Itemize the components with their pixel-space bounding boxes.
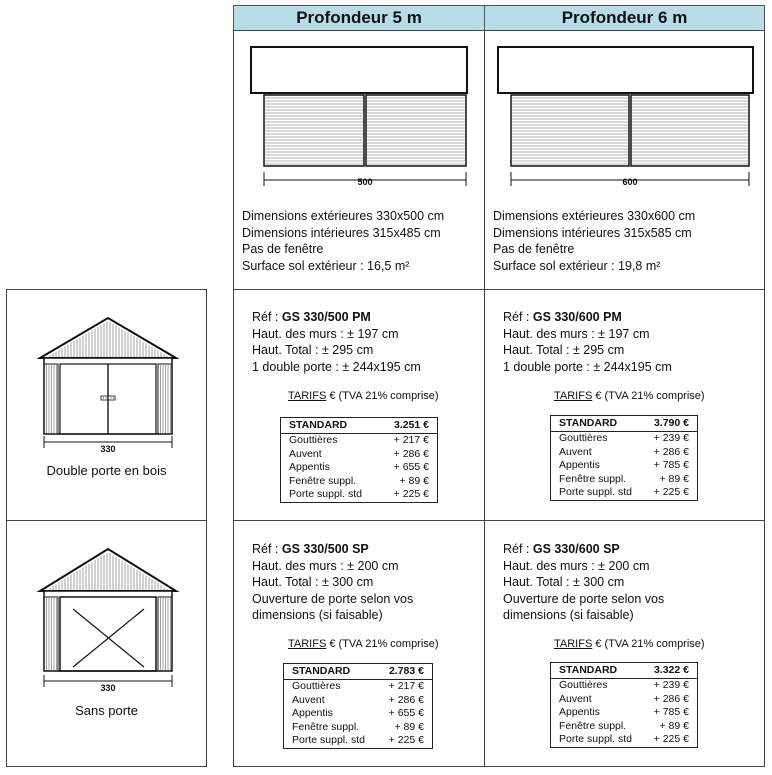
side-view-5m-description: Dimensions extérieures 330x500 cm Dimensions intérieures 315x485 cm Pas de fenêtre Surface sol extérieur : 16,5 m²	[242, 209, 445, 273]
price-value: + 286 €	[393, 447, 429, 460]
price-row-option	[551, 733, 698, 747]
front-no-door-dimension: 330	[100, 683, 116, 693]
price-row-standard	[284, 664, 433, 680]
price-value: + 239 €	[653, 432, 689, 444]
tarifs-label: TARIFS € (TVA 21% comprise)	[554, 638, 705, 650]
tarifs-label: TARIFS € (TVA 21% comprise)	[288, 638, 439, 650]
price-value: + 655 €	[388, 707, 424, 719]
price-label: Auvent	[289, 447, 322, 460]
price-value: 3.790 €	[644, 416, 698, 432]
price-row-option	[281, 448, 438, 462]
price-label: STANDARD	[281, 418, 380, 434]
side-view-5m-dimension: 500	[357, 177, 373, 187]
price-value: 3.251 €	[380, 418, 438, 434]
price-row-option	[281, 434, 438, 448]
tarifs-label: TARIFS € (TVA 21% comprise)	[554, 390, 705, 402]
price-value: + 225 €	[388, 734, 424, 746]
price-value: + 785 €	[653, 459, 689, 471]
tarifs-label: TARIFS € (TVA 21% comprise)	[288, 390, 439, 402]
price-label: Auvent	[559, 445, 592, 458]
product-sp-5m-specs: Réf : GS 330/500 SP Haut. des murs : ± 200 cm Haut. Total : ± 300 cm Ouverture de porte selon vos dimensions (si faisable)	[252, 542, 414, 622]
price-value: 3.322 €	[644, 663, 698, 679]
price-label: Appentis	[289, 461, 330, 473]
price-row-option	[284, 694, 433, 708]
price-row-standard	[551, 416, 698, 432]
garage-front-no-door-drawing	[38, 547, 178, 695]
price-label: Auvent	[559, 692, 592, 705]
price-value: + 89 €	[659, 472, 689, 485]
garage-front-double-door-drawing	[38, 316, 178, 458]
price-value: + 785 €	[653, 706, 689, 718]
price-label: Gouttières	[292, 680, 341, 692]
price-row-standard	[281, 418, 438, 434]
price-row-option	[284, 721, 433, 735]
garage-side-view-5m-drawing	[250, 46, 470, 191]
price-value: + 89 €	[399, 474, 429, 487]
price-table-pm-6m	[550, 415, 698, 501]
price-row-option	[551, 679, 698, 693]
price-row-option	[281, 488, 438, 502]
price-table-pm-5m	[280, 417, 438, 503]
price-label: Appentis	[292, 707, 333, 719]
product-pm-5m-specs: Réf : GS 330/500 PM Haut. des murs : ± 197 cm Haut. Total : ± 295 cm 1 double porte : ± 244x195 cm	[252, 310, 421, 374]
price-label: Porte suppl. std	[289, 488, 362, 500]
price-label: Gouttières	[559, 679, 608, 691]
price-row-option	[551, 486, 698, 500]
price-value: + 225 €	[393, 488, 429, 500]
price-value: 2.783 €	[378, 664, 433, 680]
price-label: Fenêtre suppl.	[292, 720, 360, 733]
product-ref: GS 330/500 SP	[281, 542, 369, 556]
price-row-option	[284, 734, 433, 748]
price-value: + 286 €	[653, 692, 689, 705]
price-label: Fenêtre suppl.	[289, 474, 357, 487]
price-label: STANDARD	[551, 663, 644, 679]
price-row-option	[551, 459, 698, 473]
price-value: + 89 €	[394, 720, 424, 733]
price-value: + 225 €	[653, 733, 689, 745]
price-label: Appentis	[559, 459, 600, 471]
caption-double-door: Double porte en bois	[46, 463, 167, 478]
price-row-option	[551, 706, 698, 720]
header-depth-5m: Profondeur 5 m	[233, 5, 485, 31]
side-view-6m-dimension: 600	[622, 177, 638, 187]
price-row-option	[281, 461, 438, 475]
price-row-option	[551, 432, 698, 446]
price-label: Appentis	[559, 706, 600, 718]
price-value: + 286 €	[388, 693, 424, 706]
price-row-standard	[551, 663, 698, 679]
product-ref: GS 330/600 SP	[532, 542, 620, 556]
caption-no-door: Sans porte	[75, 703, 138, 718]
price-value: + 217 €	[393, 434, 429, 446]
price-row-option	[551, 720, 698, 734]
price-label: Fenêtre suppl.	[559, 472, 627, 485]
price-value: + 655 €	[393, 461, 429, 473]
price-value: + 225 €	[653, 486, 689, 498]
price-row-option	[284, 707, 433, 721]
price-row-option	[551, 473, 698, 487]
price-value: + 217 €	[388, 680, 424, 692]
price-label: STANDARD	[284, 664, 378, 680]
price-label: Fenêtre suppl.	[559, 719, 627, 732]
price-value: + 89 €	[659, 719, 689, 732]
price-label: Porte suppl. std	[559, 733, 632, 745]
price-label: Gouttières	[559, 432, 608, 444]
price-label: STANDARD	[551, 416, 644, 432]
price-label: Porte suppl. std	[292, 734, 365, 746]
product-sp-6m-specs: Réf : GS 330/600 SP Haut. des murs : ± 200 cm Haut. Total : ± 300 cm Ouverture de porte selon vos dimensions (si faisable)	[503, 542, 665, 622]
price-row-option	[284, 680, 433, 694]
price-value: + 239 €	[653, 679, 689, 691]
price-label: Porte suppl. std	[559, 486, 632, 498]
price-table-sp-5m	[283, 663, 433, 749]
front-double-door-dimension: 330	[100, 444, 116, 454]
price-label: Auvent	[292, 693, 325, 706]
price-row-option	[281, 475, 438, 489]
price-label: Gouttières	[289, 434, 338, 446]
price-table-sp-6m	[550, 662, 698, 748]
product-ref: GS 330/500 PM	[281, 310, 371, 324]
product-pm-6m-specs: Réf : GS 330/600 PM Haut. des murs : ± 197 cm Haut. Total : ± 295 cm 1 double porte : ± 244x195 cm	[503, 310, 672, 374]
header-depth-6m: Profondeur 6 m	[484, 5, 765, 31]
side-view-6m-description: Dimensions extérieures 330x600 cm Dimensions intérieures 315x585 cm Pas de fenêtre Surface sol extérieur : 19,8 m²	[493, 209, 696, 273]
price-value: + 286 €	[653, 445, 689, 458]
price-row-option	[551, 446, 698, 460]
garage-side-view-6m-drawing	[497, 46, 757, 191]
price-row-option	[551, 693, 698, 707]
product-ref: GS 330/600 PM	[532, 310, 622, 324]
